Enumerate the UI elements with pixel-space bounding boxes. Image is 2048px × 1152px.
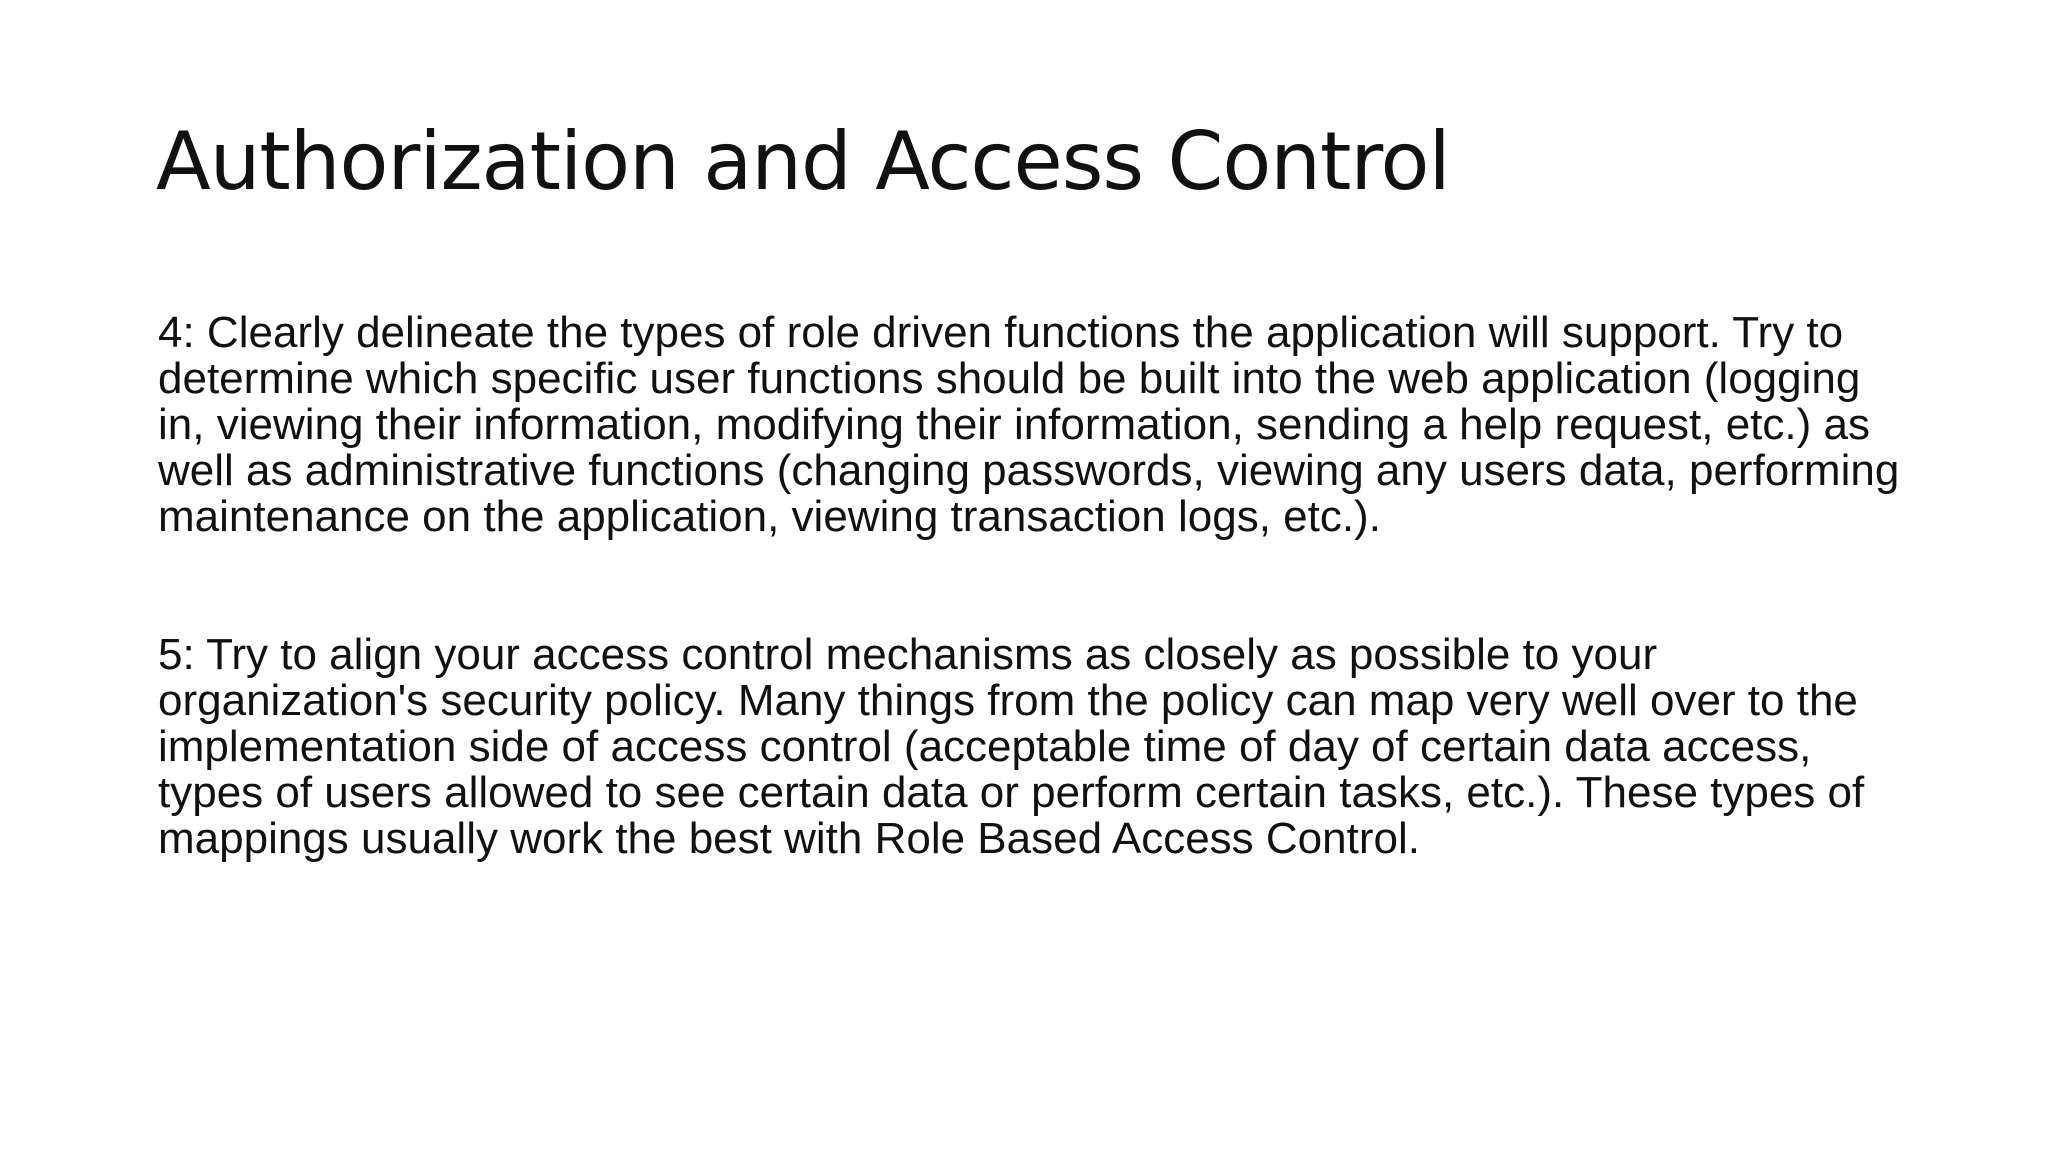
paragraph-5: 5: Try to align your access control mechanisms as closely as possible to your organization's security policy. Many things from the policy can map very well over to the implementation side of access control (acceptable time of day of certain data access, types of users allowed to see certain data or perform certain tasks, etc.). These types of mappings usually work the best with Role Based Access Control. (158, 630, 1865, 863)
paragraph-4: 4: Clearly delineate the types of role driven functions the application will support. Try to determine which specific user functions should be built into the web application (logging in, viewing their information, modifying their information, sending a help request, etc.) as well as administrative functions (changing passwords, viewing any users data, performing maintenance on the application, viewing transaction logs, etc.). (158, 308, 1900, 541)
slide-body (158, 310, 1918, 862)
slide-title: Authorization and Access Control (156, 115, 1450, 208)
